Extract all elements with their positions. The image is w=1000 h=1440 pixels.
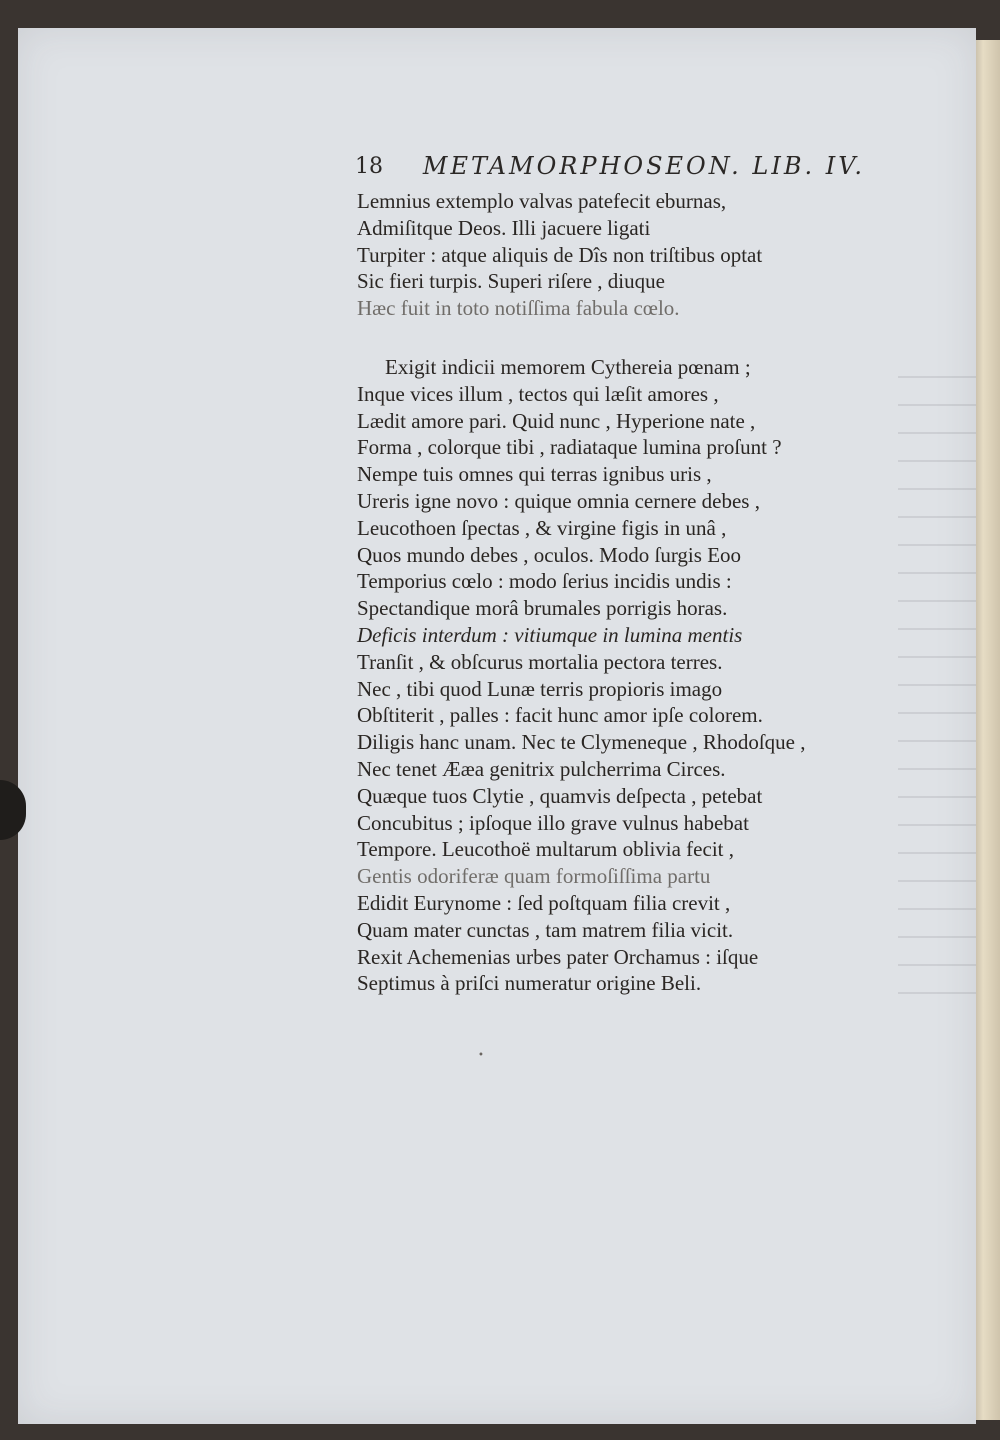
verse-line: Sic fieri turpis. Superi riſere , diuque — [357, 269, 665, 294]
verse-line: Turpiter : atque aliquis de Dîs non triſtibus optat — [357, 242, 763, 267]
printer-ornament: • — [478, 1050, 484, 1061]
verse-line: Forma , colorque tibi , radiataque lumina proſunt ? — [357, 435, 782, 460]
verse-line: Admiſitque Deos. Illi jacuere ligati — [357, 215, 651, 240]
verse-line: Inque vices illum , tectos qui læſit amores , — [357, 381, 719, 406]
page-number: 18 — [355, 154, 383, 179]
verse-line: Lædit amore pari. Quid nunc , Hyperione nate , — [357, 408, 756, 433]
verse-stanza-1 — [357, 188, 762, 322]
verse-line: Edidit Eurynome : ſed poſtquam filia crevit , — [357, 890, 731, 915]
verse-line: Ureris igne novo : quique omnia cernere debes , — [357, 488, 760, 513]
verse-line: Nec tenet Ææa genitrix pulcherrima Circes. — [357, 756, 726, 781]
running-header — [355, 148, 865, 188]
verse-line: Lemnius extemplo valvas patefecit eburnas, — [357, 189, 727, 213]
show-through-text — [898, 358, 976, 998]
verse-line: Diligis hanc unam. Nec te Clymeneque , Rhodoſque , — [357, 730, 806, 755]
verse-stanza-2 — [357, 354, 806, 997]
verse-line: Quam mater cunctas , tam matrem filia vicit. — [357, 917, 734, 942]
verse-line: Tempore. Leucothoë multarum oblivia fecit , — [357, 837, 734, 862]
verse-line: Concubitus ; ipſoque illo grave vulnus habebat — [357, 810, 749, 835]
verse-line: Deficis interdum : vitiumque in lumina mentis — [357, 622, 743, 647]
verse-line: Tranſit , & obſcurus mortalia pectora terres. — [357, 649, 723, 674]
verse-line: Nec , tibi quod Lunæ terris propioris imago — [357, 676, 723, 701]
verse-line: Obſtiterit , palles : facit hunc amor ipſe colorem. — [357, 703, 763, 728]
running-title: METAMORPHOSEON. LIB. IV. — [422, 152, 865, 180]
verse-line: Rexit Achemenias urbes pater Orchamus : iſque — [357, 944, 759, 969]
verse-line: Exigit indicii memorem Cythereia pœnam ; — [385, 355, 751, 379]
verse-line: Nempe tuis omnes qui terras ignibus uris , — [357, 462, 712, 487]
verse-line: Spectandique morâ brumales porrigis horas. — [357, 596, 728, 621]
book-page-edge — [972, 40, 1000, 1420]
verse-line: Quos mundo debes , oculos. Modo ſurgis Eoo — [357, 542, 742, 567]
verse-line: Temporius cœlo : modo ſerius incidis undis : — [357, 569, 732, 594]
verse-line: Gentis odoriferæ quam formoſiſſima partu — [357, 864, 711, 889]
verse-line: Hæc fuit in toto notiſſima fabula cœlo. — [357, 296, 680, 321]
verse-line: Leucothoen ſpectas , & virgine figis in unâ , — [357, 515, 727, 540]
verse-line: Quæque tuos Clytie , quamvis deſpecta , petebat — [357, 783, 763, 808]
verse-line: Septimus à priſci numeratur origine Beli. — [357, 971, 702, 996]
